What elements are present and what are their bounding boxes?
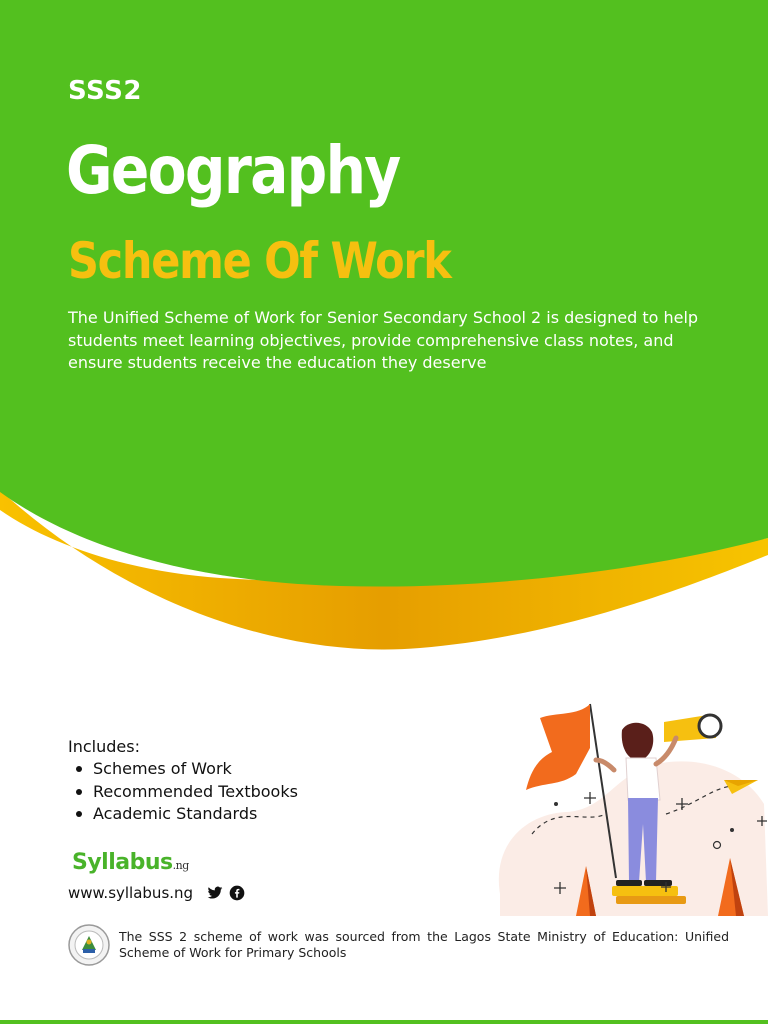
source-note: The SSS 2 scheme of work was sourced from the Lagos State Ministry of Education: Unified Scheme of Work for Primary Schools	[119, 929, 729, 960]
bottom-accent-line	[0, 1020, 768, 1024]
list-item	[76, 758, 298, 781]
list-item-label: Recommended Textbooks	[93, 781, 298, 801]
includes-heading: Includes:	[68, 737, 140, 756]
website-row	[68, 884, 245, 902]
grade-label: SSS2	[68, 76, 142, 106]
lagos-state-seal-icon	[68, 924, 110, 966]
description-text: The Unified Scheme of Work for Senior Secondary School 2 is designed to help students meet learning objectives, provide comprehensive class notes, and ensure students receive the education they deserve	[68, 308, 699, 372]
bullet-icon	[76, 811, 82, 817]
bullet-icon	[76, 789, 82, 795]
list-item	[76, 781, 298, 804]
bullet-icon	[76, 766, 82, 772]
list-item-label: Schemes of Work	[93, 759, 232, 778]
twitter-icon[interactable]	[207, 885, 223, 901]
list-item-label: Academic Standards	[93, 804, 258, 823]
subject-title: Geography	[66, 132, 400, 209]
list-item	[76, 803, 298, 826]
syllabus-logo	[72, 850, 189, 875]
document-type-title: Scheme Of Work	[68, 232, 451, 290]
includes-list	[76, 758, 298, 826]
logo-main-text: Syllabus	[72, 850, 173, 875]
explorer-telescope-illustration	[496, 694, 768, 916]
logo-tld-text: .ng	[172, 859, 189, 872]
website-link[interactable]: www.syllabus.ng	[68, 884, 194, 902]
facebook-icon[interactable]	[229, 885, 245, 901]
